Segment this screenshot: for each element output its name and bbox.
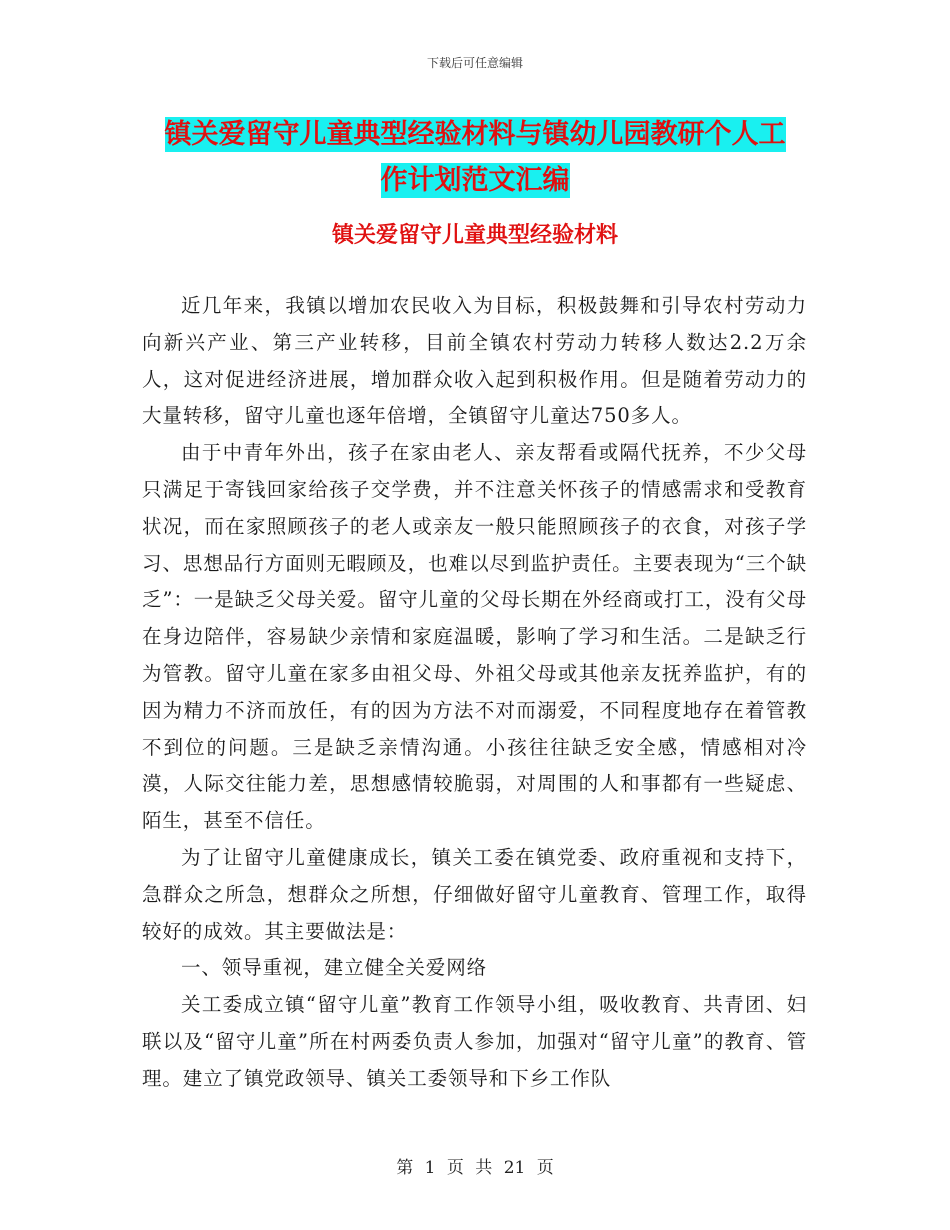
paragraph-3: 为了让留守儿童健康成长，镇关工委在镇党委、政府重视和支持下，急群众之所急，想群众之所想，仔细做好留守儿童教育、管理工作，取得较好的成效。其主要做法是： (142, 845, 807, 943)
document-title-line-2 (120, 158, 830, 204)
paragraph-5: 关工委成立镇“留守儿童”教育工作领导小组，吸收教育、共青团、妇联以及“留守儿童”所在村两委负责人参加，加强对“留守儿童”的教育、管理。建立了镇党政领导、镇关工委领导和下乡工作队 (142, 993, 807, 1090)
paragraph-4-heading: 一、领导重视，建立健全关爱网络 (181, 956, 488, 980)
paragraph-1: 近几年来，我镇以增加农民收入为目标，积极鼓舞和引导农村劳动力向新兴产业、第三产业转移，目前全镇农村劳动力转移人数达2.2万余人，这对促进经济进展，增加群众收入起到积极作用。但是随着劳动力的大量转移，留守儿童也逐年倍增，全镇留守儿童达750多人。 (142, 294, 807, 428)
section-title: 镇关爱留守儿童典型经验材料 (331, 222, 618, 248)
paragraph-2: 由于中青年外出，孩子在家由老人、亲友帮看或隔代抚养，不少父母只满足于寄钱回家给孩子交学费，并不注意关怀孩子的情感需求和受教育状况，而在家照顾孩子的老人或亲友一般只能照顾孩子的衣食，对孩子学习、思想品行方面则无暇顾及，也难以尽到监护责任。主要表现为“三个缺乏”：一是缺乏父母关爱。留守儿童的父母长期在外经商或打工，没有父母在身边陪伴，容易缺少亲情和家庭温暖，影响了学习和生活。二是缺乏行为管教。留守儿童在家多由祖父母、外祖父母或其他亲友抚养监护，有的因为精力不济而放任，有的因为方法不对而溺爱，不同程度地存在着管教不到位的问题。三是缺乏亲情沟通。小孩往往缺乏安全感，情感相对冷漠，人际交往能力差，思想感情较脆弱，对周围的人和事都有一些疑虑、陌生，甚至不信任。 (142, 441, 807, 833)
body-text (142, 288, 807, 1098)
title-highlight-2: 作计划范文汇编 (380, 165, 570, 196)
title-highlight-1: 镇关爱留守儿童典型经验材料与镇幼儿园教研个人工 (164, 119, 786, 150)
document-title-line-1 (120, 112, 830, 158)
page-header-note: 下载后可任意编辑 (426, 56, 523, 70)
page-footer: 第 1 页 共 21 页 (396, 1158, 554, 1178)
document-title (120, 112, 830, 204)
